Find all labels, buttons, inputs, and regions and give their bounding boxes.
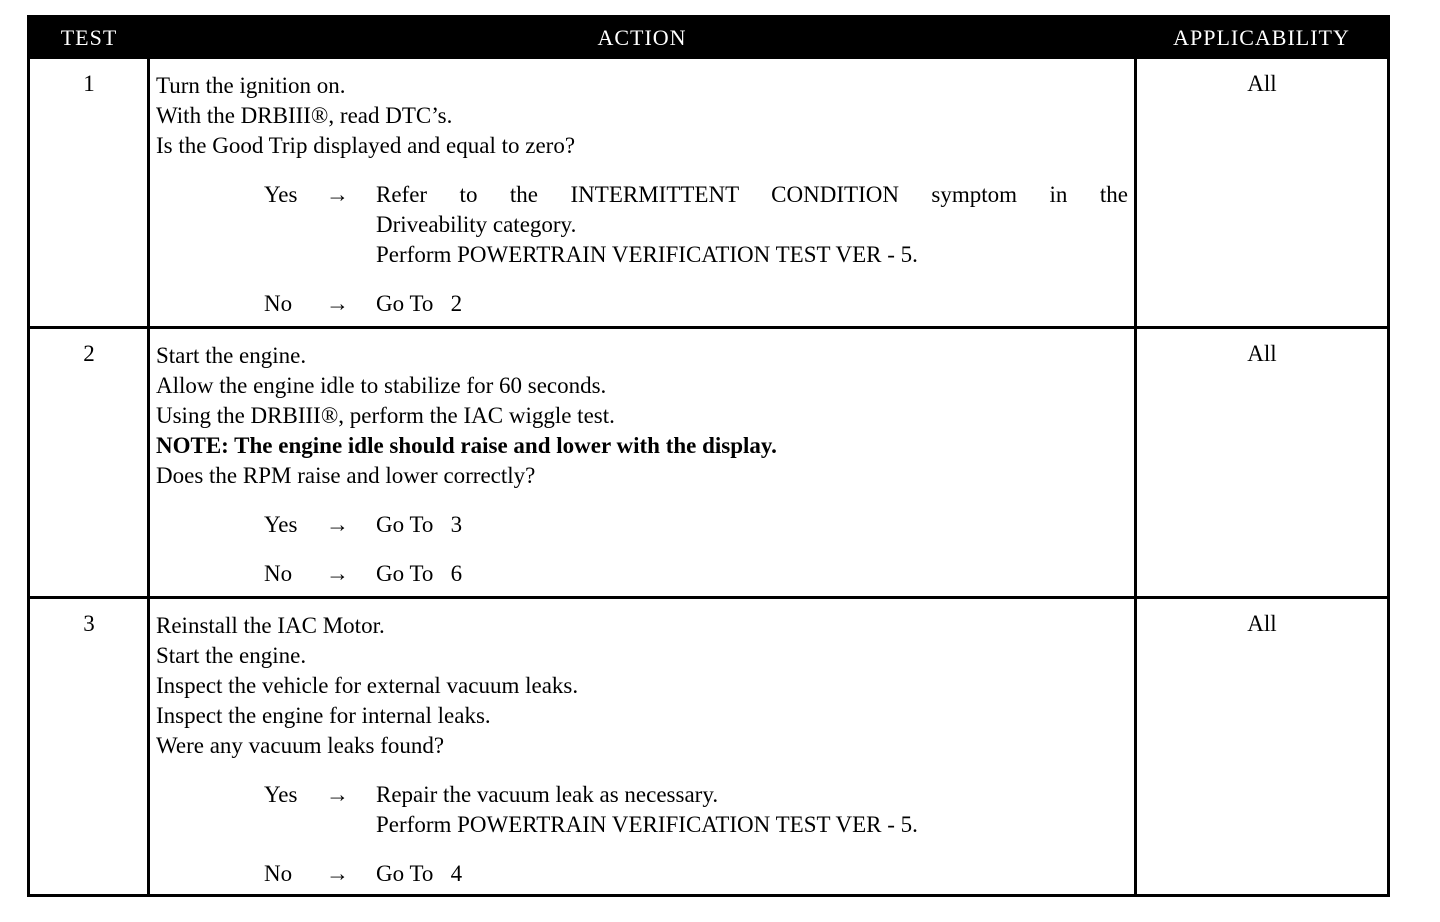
test-number: 2 (83, 341, 95, 366)
applicability-value: All (1247, 71, 1277, 96)
question-line: Does the RPM raise and lower correctly? (156, 463, 536, 488)
action-line: Start the engine. (156, 643, 307, 668)
no-label: No (264, 561, 293, 586)
applicability-value: All (1247, 611, 1277, 636)
header-applicability: APPLICABILITY (1173, 25, 1350, 50)
yes-result-line: Refer to the INTERMITTENT CONDITION symptom in the (376, 182, 1128, 207)
test-number: 1 (83, 71, 95, 96)
no-label: No (264, 291, 293, 316)
arrow-icon: → (326, 861, 349, 886)
no-answer (156, 859, 1128, 889)
table-header (30, 18, 1387, 59)
arrow-icon: → (326, 182, 349, 207)
arrow-icon: → (326, 512, 349, 537)
action-cell (156, 71, 1128, 319)
yes-result-line: Go To 3 (376, 512, 463, 537)
yes-label: Yes (264, 782, 298, 807)
action-line: Using the DRBIII®, perform the IAC wiggle test. (156, 403, 615, 428)
no-label: No (264, 861, 293, 886)
action-line: Allow the engine idle to stabilize for 60 seconds. (156, 373, 607, 398)
arrow-icon: → (326, 291, 349, 316)
no-result-line: Go To 4 (376, 861, 463, 886)
arrow-icon: → (326, 782, 349, 807)
header-test: TEST (60, 25, 118, 50)
yes-result-line: Repair the vacuum leak as necessary. (376, 782, 719, 807)
yes-answer (156, 510, 1128, 540)
no-answer (156, 559, 1128, 589)
action-line: Is the Good Trip displayed and equal to zero? (156, 133, 576, 158)
note-line: NOTE: The engine idle should raise and lower with the display. (156, 433, 777, 458)
yes-result-line: Driveability category. (376, 212, 577, 237)
arrow-icon: → (326, 561, 349, 586)
diagnostic-test-table (27, 15, 1390, 897)
yes-result-line: Perform POWERTRAIN VERIFICATION TEST VER - 5. (376, 242, 918, 267)
no-answer (156, 289, 1128, 319)
action-line: Inspect the engine for internal leaks. (156, 703, 491, 728)
no-result-line: Go To 2 (376, 291, 463, 316)
action-line: Inspect the vehicle for external vacuum leaks. (156, 673, 579, 698)
action-line: Reinstall the IAC Motor. (156, 613, 385, 638)
yes-label: Yes (264, 182, 298, 207)
header-action: ACTION (597, 25, 687, 50)
yes-result-line: Perform POWERTRAIN VERIFICATION TEST VER - 5. (376, 812, 918, 837)
action-line: Turn the ignition on. (156, 73, 346, 98)
no-result-line: Go To 6 (376, 561, 463, 586)
yes-label: Yes (264, 512, 298, 537)
yes-answer (156, 780, 1128, 840)
action-line: Start the engine. (156, 343, 307, 368)
table-row (30, 599, 1387, 894)
applicability-value: All (1247, 341, 1277, 366)
action-cell (156, 611, 1128, 889)
table-row (30, 59, 1387, 326)
table-row (30, 329, 1387, 596)
action-line: With the DRBIII®, read DTC’s. (156, 103, 453, 128)
action-line: Were any vacuum leaks found? (156, 733, 445, 758)
action-cell (156, 341, 1128, 589)
test-number: 3 (83, 611, 95, 636)
yes-answer (156, 180, 1128, 270)
